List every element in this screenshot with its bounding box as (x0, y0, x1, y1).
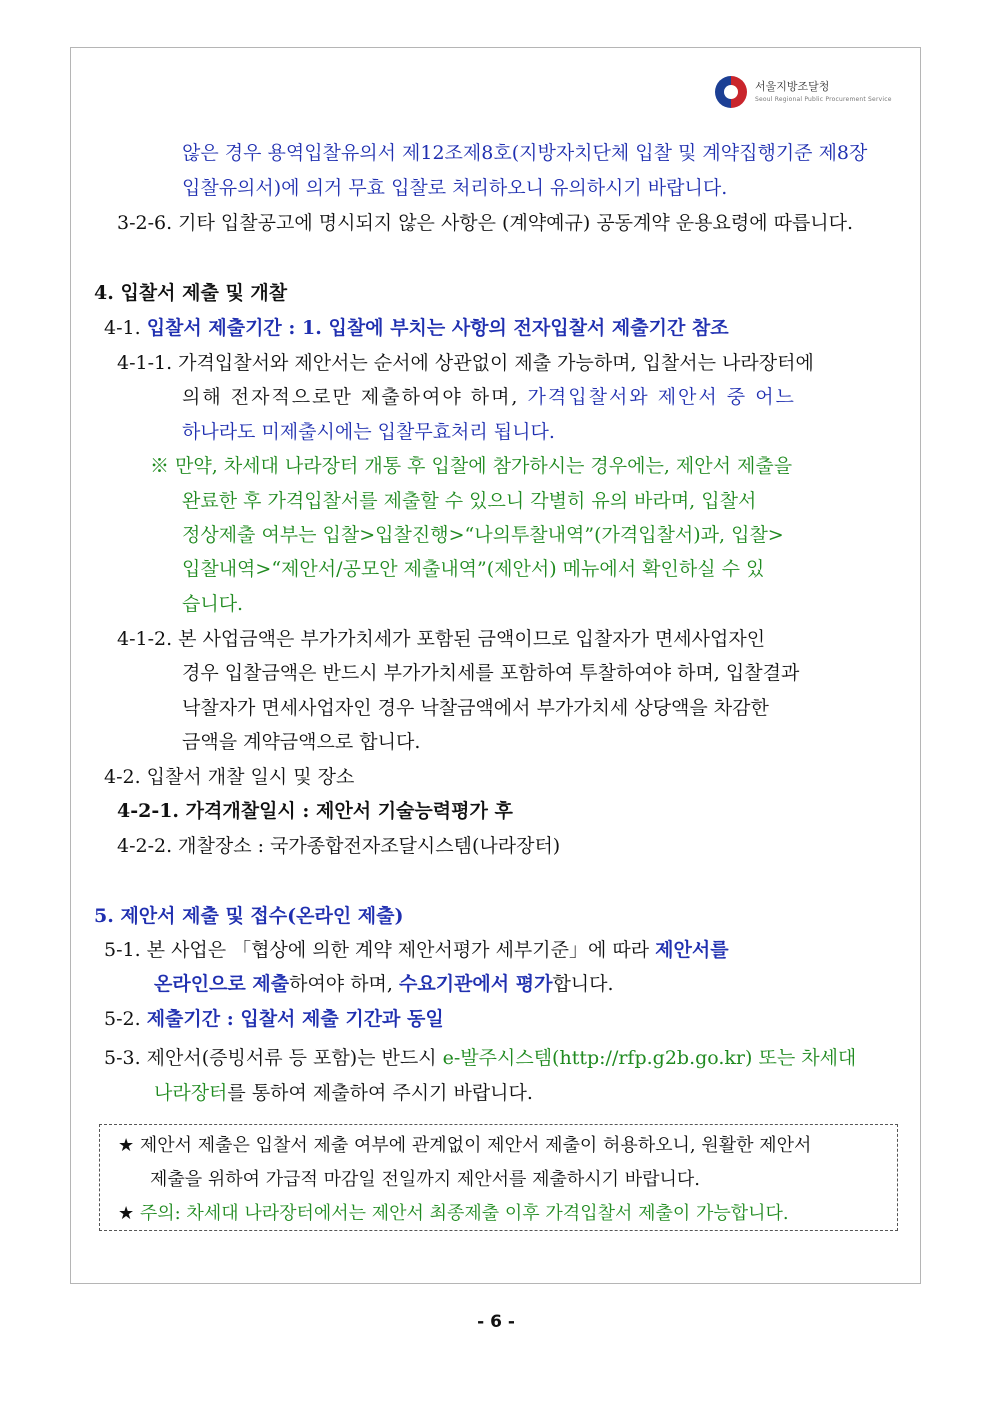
notice-line: 제출을 위하여 가급적 마감일 전일까지 제안서를 제출하시기 바랍니다. (150, 1169, 701, 1190)
section-5-title: 5. 제안서 제출 및 접수(온라인 제출) (94, 905, 404, 927)
text-span: 5-3. 제안서(증빙서류 등 포함)는 반드시 (104, 1047, 437, 1069)
section-5-3 (104, 1045, 856, 1071)
text-span: 5-1. 본 사업은 「협상에 의한 계약 제안서평가 세부기준」에 따라 (104, 939, 650, 961)
section-4-1 (104, 315, 729, 341)
text-line: 4-1-1. 가격입찰서와 제안서는 순서에 상관없이 제출 가능하며, 입찰서는 나라장터에 (117, 352, 814, 374)
note-line: 습니다. (182, 593, 244, 615)
text-line (182, 384, 796, 410)
text-line (154, 1080, 533, 1106)
text-line: 입찰유의서)에 의거 무효 입찰로 처리하오니 유의하시기 바랍니다. (182, 177, 728, 199)
section-5-2 (104, 1006, 444, 1032)
text-span: 나라장터 (154, 1082, 228, 1104)
notice-text: 주의: 차세대 나라장터에서는 제안서 최종제출 이후 가격입찰서 제출이 가능합니다. (139, 1203, 789, 1224)
section-text: 제출기간 : 입찰서 제출 기간과 동일 (146, 1008, 444, 1030)
section-number: 4-1. (104, 317, 141, 339)
text-span: 를 통하여 제출하여 주시기 바랍니다. (227, 1082, 533, 1104)
star-icon: ★ (118, 1135, 135, 1156)
org-name: 서울지방조달청 (755, 80, 830, 93)
section-4-2-2: 4-2-2. 개찰장소 : 국가종합전자조달시스템(나라장터) (117, 835, 561, 857)
section-number: 5-2. (104, 1008, 141, 1030)
taegeuk-logo-icon (715, 76, 747, 108)
org-logo (715, 72, 895, 114)
star-icon: ★ (118, 1203, 135, 1224)
text-span: 제안서를 (655, 939, 729, 961)
section-4-title: 4. 입찰서 제출 및 개찰 (94, 282, 288, 304)
text-line: 4-1-2. 본 사업금액은 부가가치세가 포함된 금액이므로 입찰자가 면세사업자인 (117, 628, 766, 650)
text-line: 하나라도 미제출시에는 입찰무효처리 됩니다. (182, 421, 555, 443)
text-span: 의해 전자적으로만 제출하여야 하며, (182, 386, 520, 408)
text-line (154, 971, 614, 997)
text-span: 가격입찰서와 제안서 중 어느 (527, 386, 796, 408)
text-span: 온라인으로 제출 (154, 973, 290, 995)
page-number: - 6 - (477, 1312, 515, 1332)
text-line: 3-2-6. 기타 입찰공고에 명시되지 않은 사항은 (계약예규) 공동계약 운용요령에 따릅니다. (117, 212, 854, 234)
notice-line (118, 1201, 789, 1227)
org-sub: Seoul Regional Public Procurement Service (755, 96, 892, 103)
note-line: 완료한 후 가격입찰서를 제출할 수 있으니 각별히 유의 바라며, 입찰서 (182, 490, 757, 512)
text-line: 경우 입찰금액은 반드시 부가가치세를 포함하여 투찰하여야 하며, 입찰결과 (182, 662, 800, 684)
text-span: 수요기관에서 평가 (399, 973, 553, 995)
section-4-2-1: 4-2-1. 가격개찰일시 : 제안서 기술능력평가 후 (117, 800, 513, 822)
text-span: 합니다. (552, 973, 614, 995)
text-span: e-발주시스템(http://rfp.g2b.go.kr) 또는 차세대 (442, 1047, 857, 1069)
note-line: ※ 만약, 차세대 나라장터 개통 후 입찰에 참가하시는 경우에는, 제안서 제출을 (150, 455, 793, 477)
notice-text: 제안서 제출은 입찰서 제출 여부에 관계없이 제안서 제출이 허용하오니, 원활한 제안서 (139, 1135, 812, 1156)
note-line: 입찰내역>“제안서/공모안 제출내역”(제안서) 메뉴에서 확인하실 수 있 (182, 558, 765, 580)
text-span: 하여야 하며, (289, 973, 393, 995)
section-5-1 (104, 937, 729, 963)
notice-line (118, 1133, 811, 1159)
text-line: 금액을 계약금액으로 합니다. (182, 731, 421, 753)
text-line: 않은 경우 용역입찰유의서 제12조제8호(지방자치단체 입찰 및 계약집행기준 제8장 (182, 142, 868, 164)
section-4-2: 4-2. 입찰서 개찰 일시 및 장소 (104, 766, 355, 788)
text-line: 낙찰자가 면세사업자인 경우 낙찰금액에서 부가가치세 상당액을 차감한 (182, 697, 769, 719)
section-text: 입찰서 제출기간 : 1. 입찰에 부치는 사항의 전자입찰서 제출기간 참조 (146, 317, 729, 339)
note-line: 정상제출 여부는 입찰>입찰진행>“나의투찰내역”(가격입찰서)과, 입찰> (182, 524, 784, 546)
